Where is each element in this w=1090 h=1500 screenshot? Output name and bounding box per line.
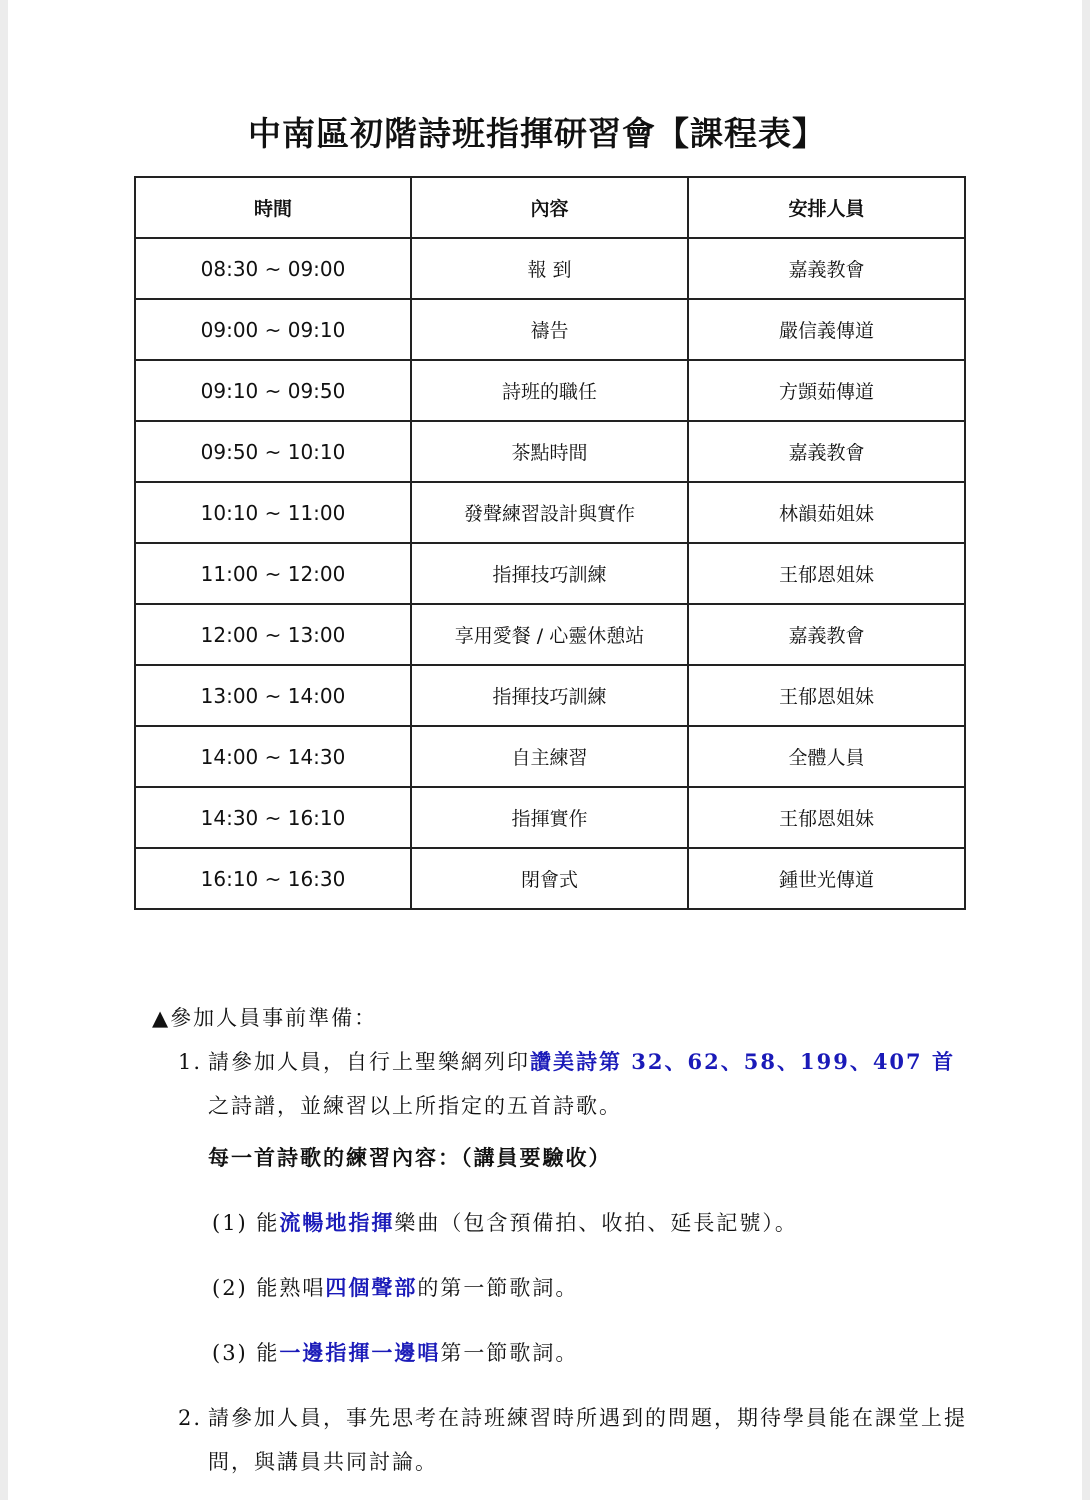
cell-person: 王郁恩姐妹 <box>688 787 965 848</box>
cell-time: 13:00 ~ 14:00 <box>135 665 411 726</box>
hymn-list-highlight: 讚美詩第 32、62、58、199、407 首 <box>530 1049 955 1074</box>
cell-person: 鍾世光傳道 <box>688 848 965 909</box>
note-number: 2. <box>178 1406 203 1430</box>
cell-content: 茶點時間 <box>411 421 688 482</box>
cell-content: 詩班的職任 <box>411 360 688 421</box>
practice-content-heading: 每一首詩歌的練習內容：（講員要驗收） <box>208 1145 612 1170</box>
cell-time: 08:30 ~ 09:00 <box>135 238 411 299</box>
cell-content: 禱告 <box>411 299 688 360</box>
cell-person: 嘉義教會 <box>688 604 965 665</box>
practice-item <box>152 1331 972 1375</box>
table-row <box>135 299 965 360</box>
cell-time: 09:50 ~ 10:10 <box>135 421 411 482</box>
cell-time: 09:00 ~ 09:10 <box>135 299 411 360</box>
notes-heading: ▲參加人員事前準備： <box>152 1006 378 1030</box>
note-text: 之詩譜，並練習以上所指定的五首詩歌。 <box>208 1094 622 1118</box>
practice-highlight: 流暢地指揮 <box>279 1210 395 1235</box>
practice-highlight: 四個聲部 <box>325 1275 418 1300</box>
cell-person: 方顗茹傳道 <box>688 360 965 421</box>
cell-time: 10:10 ~ 11:00 <box>135 482 411 543</box>
practice-text: (3) 能 <box>212 1341 280 1365</box>
note-text: 請參加人員，自行上聖樂網列印 <box>208 1050 530 1074</box>
table-row <box>135 604 965 665</box>
header-time: 時間 <box>135 177 411 238</box>
practice-text: 的第一節歌詞。 <box>417 1276 579 1300</box>
cell-person: 嘉義教會 <box>688 238 965 299</box>
table-row <box>135 726 965 787</box>
page-title: 中南區初階詩班指揮研習會【課程表】 <box>248 114 826 153</box>
header-content: 內容 <box>411 177 688 238</box>
cell-content: 發聲練習設計與實作 <box>411 482 688 543</box>
practice-item <box>152 1266 972 1310</box>
practice-text: 樂曲（包含預備拍、收拍、延長記號）。 <box>394 1211 798 1235</box>
practice-text: (1) 能 <box>212 1211 280 1235</box>
practice-highlight: 一邊指揮一邊唱 <box>279 1340 441 1365</box>
practice-text: 第一節歌詞。 <box>440 1341 579 1365</box>
cell-time: 11:00 ~ 12:00 <box>135 543 411 604</box>
table-row <box>135 848 965 909</box>
cell-content: 指揮實作 <box>411 787 688 848</box>
cell-person: 王郁恩姐妹 <box>688 665 965 726</box>
cell-time: 14:30 ~ 16:10 <box>135 787 411 848</box>
schedule-table <box>134 176 966 910</box>
cell-person: 全體人員 <box>688 726 965 787</box>
table-row <box>135 665 965 726</box>
table-row <box>135 787 965 848</box>
note-number: 1. <box>178 1050 203 1074</box>
cell-person: 嚴信義傳道 <box>688 299 965 360</box>
cell-content: 指揮技巧訓練 <box>411 665 688 726</box>
header-person: 安排人員 <box>688 177 965 238</box>
practice-text: (2) 能熟唱 <box>212 1276 326 1300</box>
cell-content: 閉會式 <box>411 848 688 909</box>
cell-person: 王郁恩姐妹 <box>688 543 965 604</box>
preparation-notes <box>152 996 972 1484</box>
practice-item <box>152 1201 972 1245</box>
note-item-2 <box>152 1396 972 1484</box>
cell-content: 自主練習 <box>411 726 688 787</box>
table-row <box>135 421 965 482</box>
note-text: 請參加人員，事先思考在詩班練習時所遇到的問題，期待學員能在課堂上提問，與講員共同討論。 <box>208 1406 967 1474</box>
note-item-1 <box>152 1040 972 1128</box>
cell-person: 林韻茹姐妹 <box>688 482 965 543</box>
table-row <box>135 543 965 604</box>
table-row <box>135 360 965 421</box>
cell-person: 嘉義教會 <box>688 421 965 482</box>
cell-content: 報 到 <box>411 238 688 299</box>
table-row <box>135 482 965 543</box>
table-header-row <box>135 177 965 238</box>
cell-time: 09:10 ~ 09:50 <box>135 360 411 421</box>
cell-content: 指揮技巧訓練 <box>411 543 688 604</box>
table-row <box>135 238 965 299</box>
cell-time: 12:00 ~ 13:00 <box>135 604 411 665</box>
cell-content: 享用愛餐 / 心靈休憩站 <box>411 604 688 665</box>
cell-time: 14:00 ~ 14:30 <box>135 726 411 787</box>
cell-time: 16:10 ~ 16:30 <box>135 848 411 909</box>
